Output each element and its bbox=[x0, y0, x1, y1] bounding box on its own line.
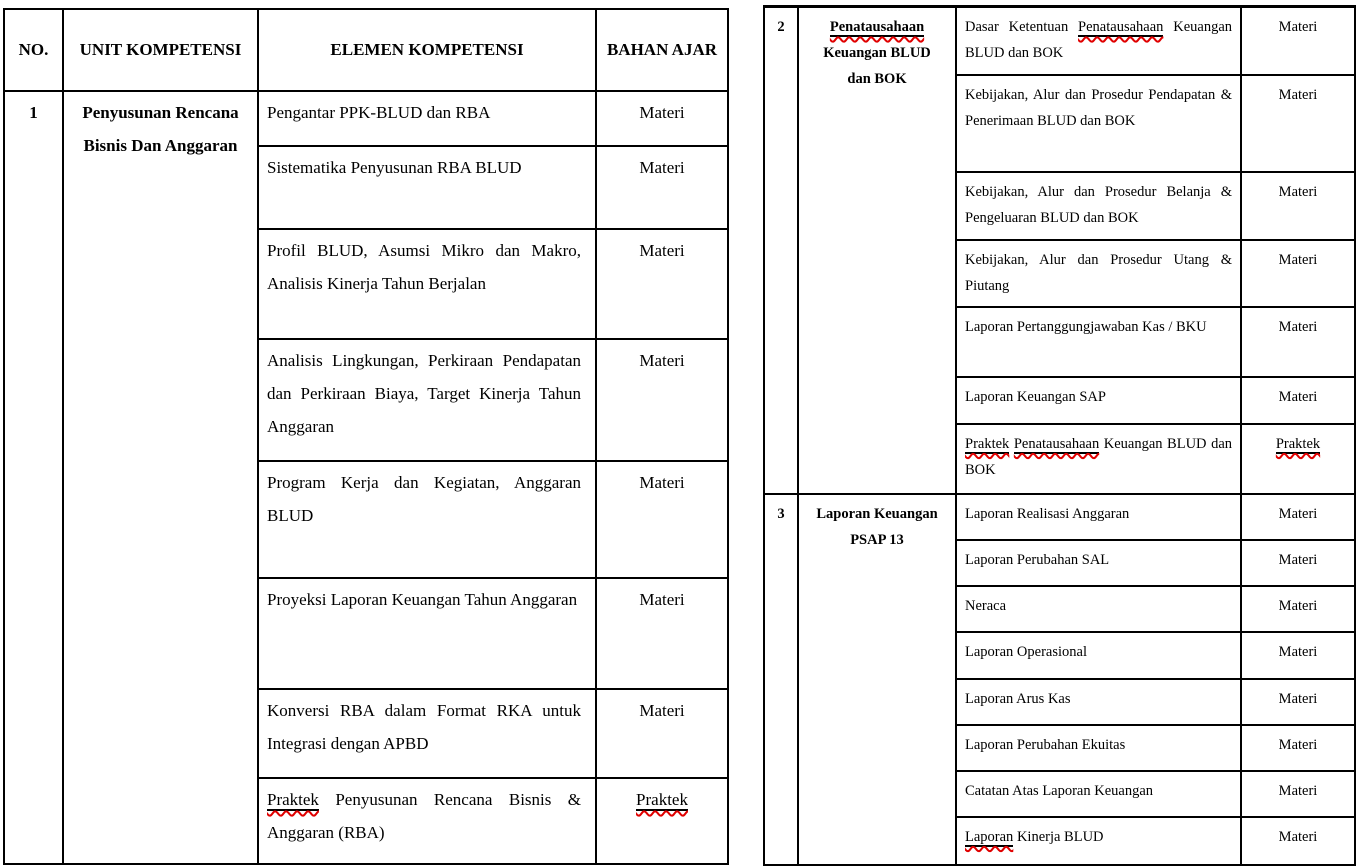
no-cell: 3 bbox=[764, 494, 798, 865]
bahan-ajar-cell bbox=[596, 339, 728, 461]
text-segment: Materi bbox=[639, 241, 685, 260]
text-segment: Dasar Ketentuan bbox=[965, 19, 1079, 35]
text-segment: Laporan Operasional bbox=[965, 643, 1087, 660]
text-segment: Konversi RBA dalam Format RKA untuk Integrasi dengan APBD bbox=[267, 701, 581, 753]
elemen-kompetensi-cell bbox=[258, 339, 596, 461]
competency-table-page-1 bbox=[3, 8, 729, 865]
text-segment: Profil BLUD, Asumsi Mikro dan Makro, Analisis Kinerja Tahun Berjalan bbox=[267, 241, 581, 293]
elemen-kompetensi-cell bbox=[956, 377, 1241, 424]
bahan-ajar-cell bbox=[596, 689, 728, 778]
text-segment: Materi bbox=[1278, 388, 1318, 405]
text-segment: Materi bbox=[639, 351, 685, 370]
text-segment: Materi bbox=[639, 473, 685, 492]
table-row bbox=[4, 91, 728, 146]
text-segment: Laporan Keuangan SAP bbox=[965, 388, 1106, 405]
elemen-kompetensi-cell bbox=[258, 91, 596, 146]
bahan-ajar-cell bbox=[596, 146, 728, 229]
bahan-ajar-cell bbox=[1241, 494, 1355, 540]
text-segment: Materi bbox=[1278, 183, 1318, 200]
header-elemen-kompetensi: ELEMEN KOMPETENSI bbox=[258, 9, 596, 91]
elemen-kompetensi-cell bbox=[956, 725, 1241, 771]
elemen-kompetensi-cell bbox=[258, 778, 596, 864]
text-segment: Laporan Arus Kas bbox=[965, 690, 1071, 707]
bahan-ajar-cell bbox=[1241, 540, 1355, 586]
misspelled-word: Praktek bbox=[965, 435, 1010, 452]
unit-kompetensi-cell bbox=[798, 494, 956, 865]
header-bahan-ajar: BAHAN AJAR bbox=[596, 9, 728, 91]
text-segment: Materi bbox=[639, 158, 685, 177]
no-cell: 1 bbox=[4, 91, 63, 864]
text-segment: Materi bbox=[1278, 782, 1318, 799]
elemen-kompetensi-cell bbox=[258, 689, 596, 778]
text-segment: Laporan Realisasi Anggaran bbox=[965, 505, 1130, 522]
text-segment: Materi bbox=[1278, 551, 1318, 568]
text-segment: Materi bbox=[1278, 597, 1318, 614]
text-segment: Laporan Perubahan SAL bbox=[965, 551, 1110, 568]
bahan-ajar-cell bbox=[1241, 75, 1355, 172]
text-segment: Materi bbox=[1278, 19, 1318, 35]
bahan-ajar-cell bbox=[1241, 632, 1355, 679]
misspelled-word: Penatausahaan bbox=[1013, 435, 1100, 452]
bahan-ajar-cell bbox=[596, 461, 728, 578]
misspelled-word: Penatausahaan bbox=[829, 19, 925, 35]
elemen-kompetensi-cell bbox=[956, 540, 1241, 586]
elemen-kompetensi-cell bbox=[956, 172, 1241, 240]
bahan-ajar-cell bbox=[1241, 424, 1355, 494]
text-segment: Program Kerja dan Kegiatan, Anggaran BLUD bbox=[267, 473, 581, 525]
bahan-ajar-cell bbox=[1241, 771, 1355, 817]
elemen-kompetensi-cell bbox=[956, 679, 1241, 725]
elemen-kompetensi-cell bbox=[956, 817, 1241, 865]
elemen-kompetensi-cell bbox=[258, 229, 596, 339]
text-segment: Materi bbox=[1278, 251, 1318, 268]
text-segment: Laporan Perubahan Ekuitas bbox=[965, 736, 1126, 753]
text-segment: Catatan Atas Laporan Keuangan bbox=[965, 782, 1154, 799]
text-segment: Kinerja BLUD bbox=[1013, 828, 1104, 845]
bahan-ajar-cell bbox=[1241, 377, 1355, 424]
elemen-kompetensi-cell bbox=[258, 461, 596, 578]
text-segment: Neraca bbox=[965, 597, 1007, 614]
misspelled-word: Praktek bbox=[1275, 435, 1321, 452]
text-segment: Kebijakan, Alur dan Prosedur Belanja & Pengeluaran BLUD dan BOK bbox=[965, 183, 1232, 226]
text-segment: Keuangan BLUD dan BOK bbox=[965, 19, 1233, 61]
text-segment: Penyusunan Rencana Bisnis & Anggaran (RBA) bbox=[267, 790, 581, 842]
bahan-ajar-cell bbox=[1241, 307, 1355, 377]
text-segment: Pengantar PPK-BLUD dan RBA bbox=[267, 103, 491, 122]
text-segment: Sistematika Penyusunan RBA BLUD bbox=[267, 158, 522, 177]
unit-kompetensi-cell bbox=[63, 91, 258, 864]
header-unit-kompetensi: UNIT KOMPETENSI bbox=[63, 9, 258, 91]
text-segment: Kebijakan, Alur dan Prosedur Utang & Piutang bbox=[965, 251, 1232, 294]
header-no: NO. bbox=[4, 9, 63, 91]
text-segment: Materi bbox=[1278, 505, 1318, 522]
text-segment: Keuangan BLUD dan BOK bbox=[823, 45, 931, 87]
text-segment: Proyeksi Laporan Keuangan Tahun Anggaran bbox=[267, 590, 578, 609]
table-row bbox=[764, 494, 1355, 540]
elemen-kompetensi-cell bbox=[956, 632, 1241, 679]
text-segment: Kebijakan, Alur dan Prosedur Pendapatan & Penerimaan BLUD dan BOK bbox=[965, 86, 1232, 129]
bahan-ajar-cell bbox=[1241, 172, 1355, 240]
elemen-kompetensi-cell bbox=[956, 424, 1241, 494]
table-row bbox=[764, 7, 1355, 75]
bahan-ajar-cell bbox=[596, 229, 728, 339]
elemen-kompetensi-cell bbox=[956, 307, 1241, 377]
unit-kompetensi-cell bbox=[798, 7, 956, 494]
text-segment: Materi bbox=[1278, 86, 1318, 103]
text-segment: Materi bbox=[639, 590, 685, 609]
text-segment: Keuangan BLUD dan BOK bbox=[965, 435, 1233, 478]
text-segment: Laporan Keuangan PSAP 13 bbox=[816, 505, 938, 548]
misspelled-word: Laporan bbox=[965, 828, 1014, 845]
misspelled-word: Penatausahaan bbox=[1078, 19, 1164, 35]
bahan-ajar-cell bbox=[1241, 586, 1355, 632]
bahan-ajar-cell bbox=[1241, 7, 1355, 75]
text-segment: Materi bbox=[1278, 828, 1318, 845]
text-segment: Laporan Pertanggungjawaban Kas / BKU bbox=[965, 318, 1207, 335]
text-segment: Materi bbox=[639, 103, 685, 122]
elemen-kompetensi-cell bbox=[956, 75, 1241, 172]
bahan-ajar-cell bbox=[1241, 679, 1355, 725]
misspelled-word: Praktek bbox=[267, 790, 319, 809]
text-segment: Materi bbox=[639, 701, 685, 720]
elemen-kompetensi-cell bbox=[258, 578, 596, 689]
bahan-ajar-cell bbox=[1241, 725, 1355, 771]
misspelled-word: Praktek bbox=[636, 790, 688, 809]
elemen-kompetensi-cell bbox=[956, 7, 1241, 75]
header-row bbox=[4, 9, 728, 91]
bahan-ajar-cell bbox=[1241, 817, 1355, 865]
no-cell: 2 bbox=[764, 7, 798, 494]
elemen-kompetensi-cell bbox=[956, 240, 1241, 307]
bahan-ajar-cell bbox=[596, 578, 728, 689]
elemen-kompetensi-cell bbox=[258, 146, 596, 229]
text-segment: Penyusunan Rencana Bisnis Dan Anggaran bbox=[82, 103, 239, 155]
text-segment: Analisis Lingkungan, Perkiraan Pendapatan dan Perkiraan Biaya, Target Kinerja Tahun Anggaran bbox=[267, 351, 581, 436]
elemen-kompetensi-cell bbox=[956, 494, 1241, 540]
bahan-ajar-cell bbox=[596, 778, 728, 864]
competency-table-page-2 bbox=[763, 5, 1356, 866]
text-segment: Materi bbox=[1278, 690, 1318, 707]
bahan-ajar-cell bbox=[1241, 240, 1355, 307]
text-segment: Materi bbox=[1278, 318, 1318, 335]
elemen-kompetensi-cell bbox=[956, 586, 1241, 632]
bahan-ajar-cell bbox=[596, 91, 728, 146]
text-segment: Materi bbox=[1278, 736, 1318, 753]
text-segment: Materi bbox=[1278, 643, 1318, 660]
elemen-kompetensi-cell bbox=[956, 771, 1241, 817]
